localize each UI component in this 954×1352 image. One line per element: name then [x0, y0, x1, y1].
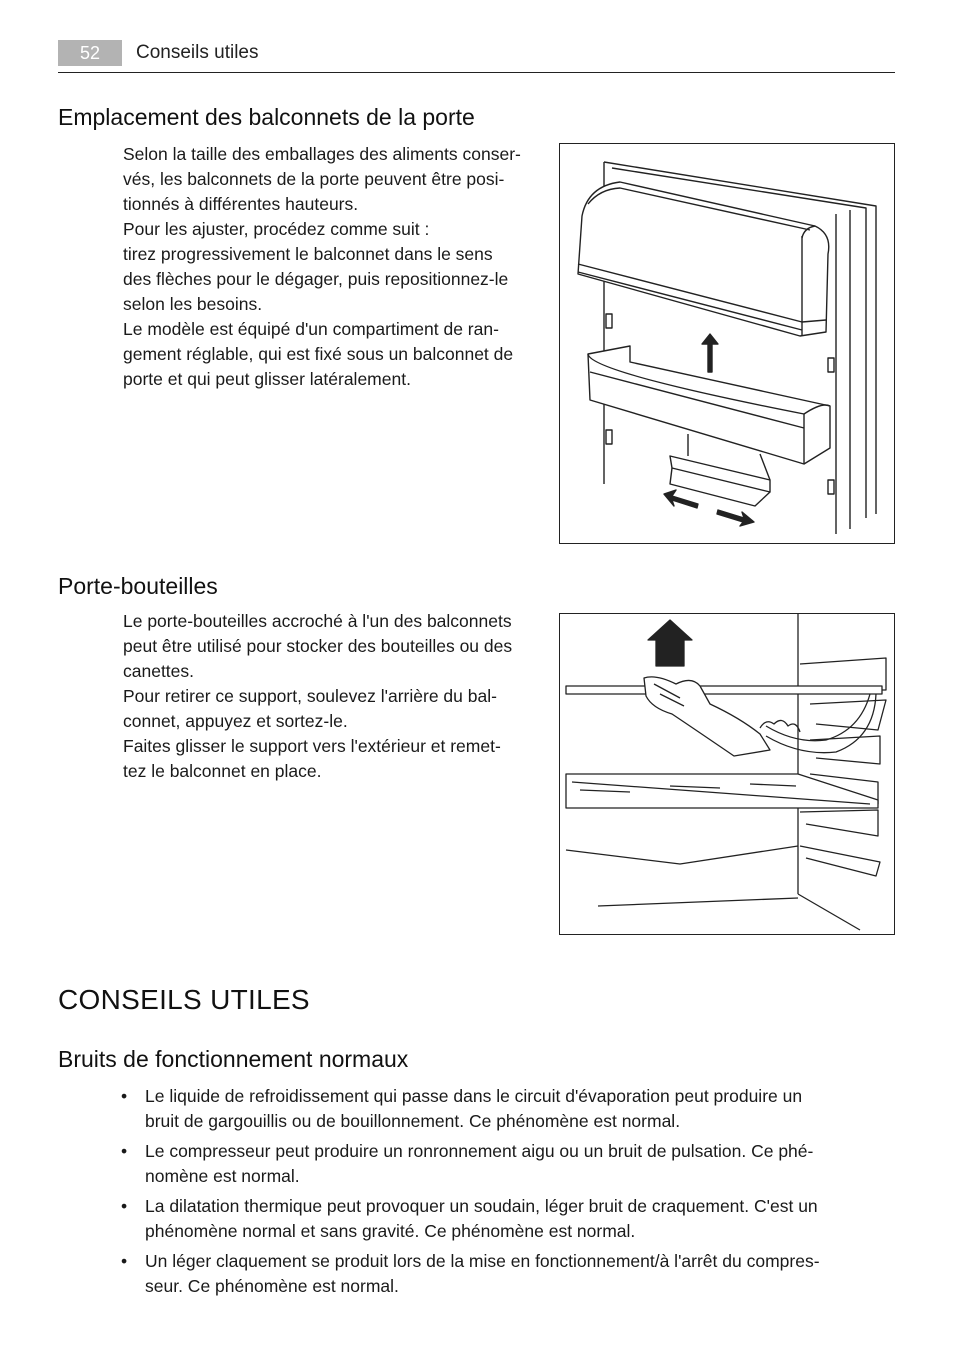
text-line: Le porte-bouteilles accroché à l'un des balconnets	[123, 611, 512, 631]
text-line: Le compresseur peut produire un ronronnement aigu ou un bruit de pulsation. Ce phé-	[145, 1141, 814, 1161]
bullet-icon: •	[121, 1251, 128, 1271]
running-title: Conseils utiles	[136, 42, 259, 63]
section-heading-bottle-rack: Porte-bouteilles	[58, 573, 218, 599]
noise-list	[121, 1084, 901, 1304]
page-number: 52	[58, 40, 122, 66]
text-line: phénomène normal et sans gravité. Ce phénomène est normal.	[145, 1221, 636, 1241]
text-line: tionnés à différentes hauteurs.	[123, 194, 359, 214]
bullet-icon: •	[121, 1196, 128, 1216]
text-line: tez le balconnet en place.	[123, 761, 322, 781]
list-item	[121, 1139, 901, 1189]
text-line: tirez progressivement le balconnet dans le sens	[123, 244, 493, 264]
text-line: vés, les balconnets de la porte peuvent être posi-	[123, 169, 505, 189]
bottle-rack-illustration	[559, 613, 895, 935]
text-line: des flèches pour le dégager, puis repositionnez-le	[123, 269, 509, 289]
text-line: canettes.	[123, 661, 195, 681]
door-shelf-illustration	[559, 143, 895, 544]
text-line: Le modèle est équipé d'un compartiment de ran-	[123, 319, 499, 339]
bullet-icon: •	[121, 1086, 128, 1106]
text-line: Selon la taille des emballages des aliments conser-	[123, 144, 521, 164]
text-line: Pour les ajuster, procédez comme suit :	[123, 219, 430, 239]
text-line: connet, appuyez et sortez-le.	[123, 711, 348, 731]
section-heading-door-shelves: Emplacement des balconnets de la porte	[58, 104, 475, 130]
text-line: gement réglable, qui est fixé sous un balconnet de	[123, 344, 514, 364]
text-line: selon les besoins.	[123, 294, 263, 314]
text-line: Un léger claquement se produit lors de la mise en fonctionnement/à l'arrêt du compres-	[145, 1251, 820, 1271]
section-heading-normal-noises: Bruits de fonctionnement normaux	[58, 1046, 409, 1072]
text-line: Pour retirer ce support, soulevez l'arrière du bal-	[123, 686, 497, 706]
chapter-title: CONSEILS UTILES	[58, 984, 310, 1015]
page-header	[58, 40, 895, 73]
text-line: bruit de gargouillis ou de bouillonnement. Ce phénomène est normal.	[145, 1111, 681, 1131]
text-line: Le liquide de refroidissement qui passe dans le circuit d'évaporation peut produire un	[145, 1086, 803, 1106]
text-line: peut être utilisé pour stocker des bouteilles ou des	[123, 636, 513, 656]
text-line: nomène est normal.	[145, 1166, 300, 1186]
bullet-icon: •	[121, 1141, 128, 1161]
list-item	[121, 1194, 901, 1244]
list-item	[121, 1249, 901, 1299]
text-line: Faites glisser le support vers l'extérieur et remet-	[123, 736, 501, 756]
text-line: La dilatation thermique peut provoquer un soudain, léger bruit de craquement. C'est un	[145, 1196, 818, 1216]
list-item	[121, 1084, 901, 1134]
bottle-rack-text	[123, 609, 553, 784]
door-shelves-text	[123, 142, 553, 392]
text-line: seur. Ce phénomène est normal.	[145, 1276, 399, 1296]
text-line: porte et qui peut glisser latéralement.	[123, 369, 411, 389]
